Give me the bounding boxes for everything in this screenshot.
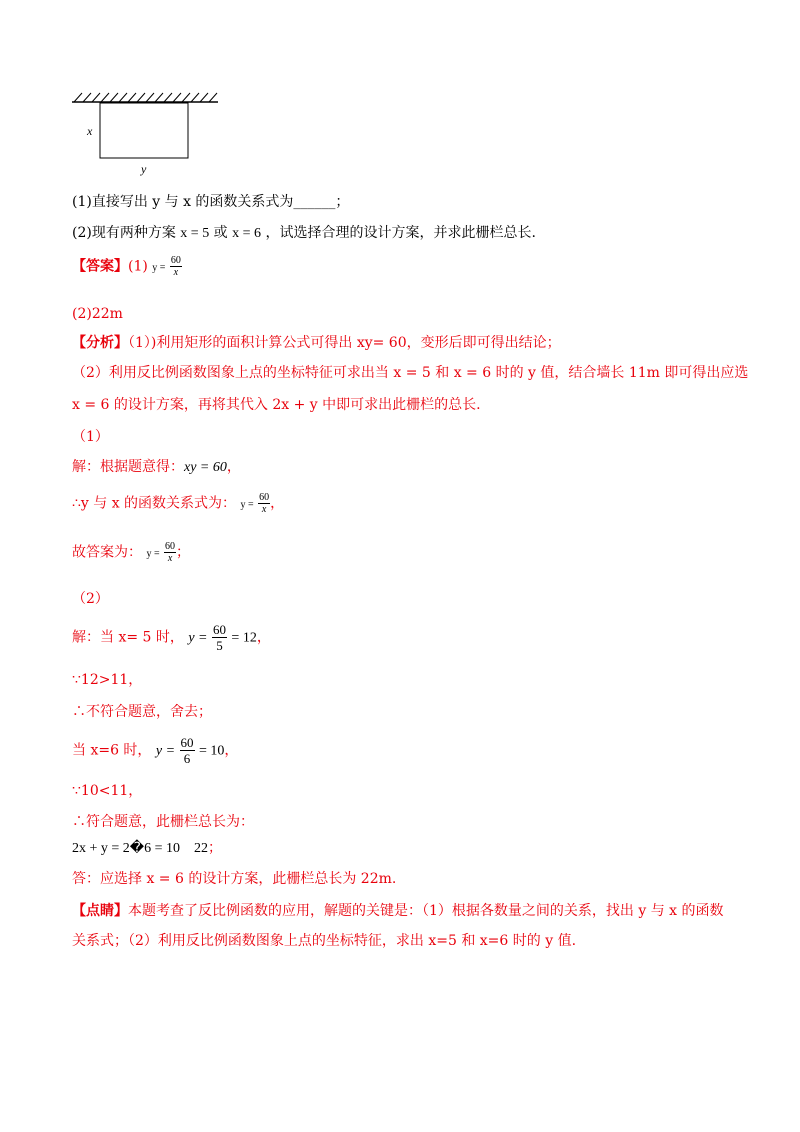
solution-step-2-numerator: 60 — [259, 492, 270, 503]
solution-step-10-suffix: ； — [208, 840, 223, 856]
analysis-line-1 — [72, 334, 561, 352]
question-2-prefix: (2)现有两种方案 — [72, 225, 176, 241]
question-part-2 — [72, 224, 536, 243]
solution-step-6: ∴不符合题意，舍去； — [72, 704, 212, 720]
answer-label: 【答案】 — [72, 258, 128, 275]
solution-step-2-suffix: ， — [270, 495, 285, 512]
answer-part-1: (1) — [128, 258, 148, 275]
solution-step-2-fraction — [258, 492, 270, 515]
solution-step-4-prefix: 解：当 x= 5 时， — [72, 629, 184, 646]
answer-frac-denominator: x — [173, 267, 179, 278]
analysis-line-3: x = 6 的设计方案，再将其代入 2x + y 中即可求出此栅栏的总长. — [72, 397, 481, 413]
solution-step-3-prefix: 故答案为： — [72, 544, 142, 561]
question-2-or: 或 — [213, 225, 228, 241]
solution-step-7-fraction — [180, 735, 195, 766]
solution-step-1-suffix: ， — [226, 459, 241, 475]
analysis-label: 【分析】 — [72, 335, 128, 351]
solution-step-2-denominator: x — [261, 504, 267, 515]
solution-step-10 — [72, 839, 222, 858]
question-2-eq2: x = 6 — [232, 226, 262, 241]
solution-step-7-rhs: = 10 — [198, 743, 225, 759]
solution-step-1-equation: xy = 60 — [184, 460, 227, 475]
comment-label: 【点睛】 — [72, 903, 128, 919]
figure-label-x: x — [87, 124, 93, 138]
solution-step-4 — [72, 622, 271, 653]
solution-step-5: ∵12>11， — [72, 672, 143, 688]
solution-step-7-numerator: 60 — [180, 735, 194, 750]
solution-step-3-suffix: ； — [176, 544, 191, 561]
solution-step-4-suffix: ， — [256, 629, 271, 646]
answer-frac-lhs: y = — [152, 262, 166, 274]
solution-step-2 — [72, 492, 284, 515]
comment-line-1 — [72, 902, 724, 920]
solution-step-4-denominator: 5 — [216, 638, 223, 653]
solution-step-3-fraction — [164, 541, 176, 564]
solution-step-1 — [72, 458, 241, 477]
solution-step-9: ∴符合题意，此栅栏总长为： — [72, 814, 254, 830]
solution-step-7 — [72, 735, 238, 766]
solution-conclusion: 答：应选择 x = 6 的设计方案，此栅栏总长为 22m. — [72, 871, 397, 887]
question-2-suffix: ，试选择合理的设计方案，并求此栅栏总长. — [265, 225, 536, 241]
analysis-line-2: （2）利用反比例函数图象上点的坐标特征可求出当 x = 5 和 x = 6 时的 y 值，结合墙长 11m 即可得出应选 — [72, 365, 749, 381]
solution-step-4-lhs: y = — [188, 630, 208, 646]
answer-part-2: (2)22m — [72, 306, 123, 322]
comment-line-2: 关系式；（2）利用反比例函数图象上点的坐标特征，求出 x=5 和 x=6 时的 y 值. — [72, 933, 577, 949]
analysis-line-1-text: （1）)利用矩形的面积计算公式可得出 xy= 60，变形后即可得出结论； — [128, 335, 561, 351]
solution-step-4-numerator: 60 — [212, 622, 226, 637]
solution-step-4-fraction — [212, 622, 227, 653]
wall-hatching — [72, 93, 218, 102]
solution-step-7-lhs: y = — [155, 743, 176, 759]
solution-step-8: ∵10<11， — [72, 783, 143, 799]
answer-block — [72, 255, 182, 278]
solution-step-3 — [72, 541, 190, 564]
solution-step-4-rhs: = 12 — [231, 630, 257, 646]
solution-part-1-heading: （1） — [72, 429, 109, 445]
question-part-1: (1)直接写出 y 与 x 的函数关系式为______； — [72, 194, 350, 210]
solution-part-2-heading: （2） — [72, 591, 109, 607]
question-2-eq1: x = 5 — [180, 226, 210, 241]
comment-line-1-text: 本题考查了反比例函数的应用，解题的关键是：（1）根据各数量之间的关系，找出 y 与 x 的函数 — [128, 903, 724, 919]
solution-step-7-denominator: 6 — [183, 751, 191, 766]
solution-step-3-numerator: 60 — [165, 541, 176, 552]
solution-step-2-prefix: ∴y 与 x 的函数关系式为： — [72, 495, 237, 512]
solution-step-3-denominator: x — [167, 553, 173, 564]
figure-label-y: y — [141, 162, 147, 176]
answer-frac-numerator: 60 — [170, 255, 181, 266]
solution-step-2-frac-lhs: y = — [240, 499, 254, 511]
solution-step-7-prefix: 当 x=6 时， — [72, 742, 152, 759]
fence-rectangle — [100, 103, 188, 158]
solution-step-7-suffix: ， — [224, 742, 239, 759]
solution-step-1-prefix: 解：根据题意得： — [72, 459, 184, 475]
solution-step-10-equation: 2x + y = 2�6 = 10 22 — [72, 841, 209, 856]
answer-fraction — [170, 255, 182, 278]
solution-step-3-frac-lhs: y = — [146, 548, 160, 560]
fence-diagram — [70, 90, 230, 180]
